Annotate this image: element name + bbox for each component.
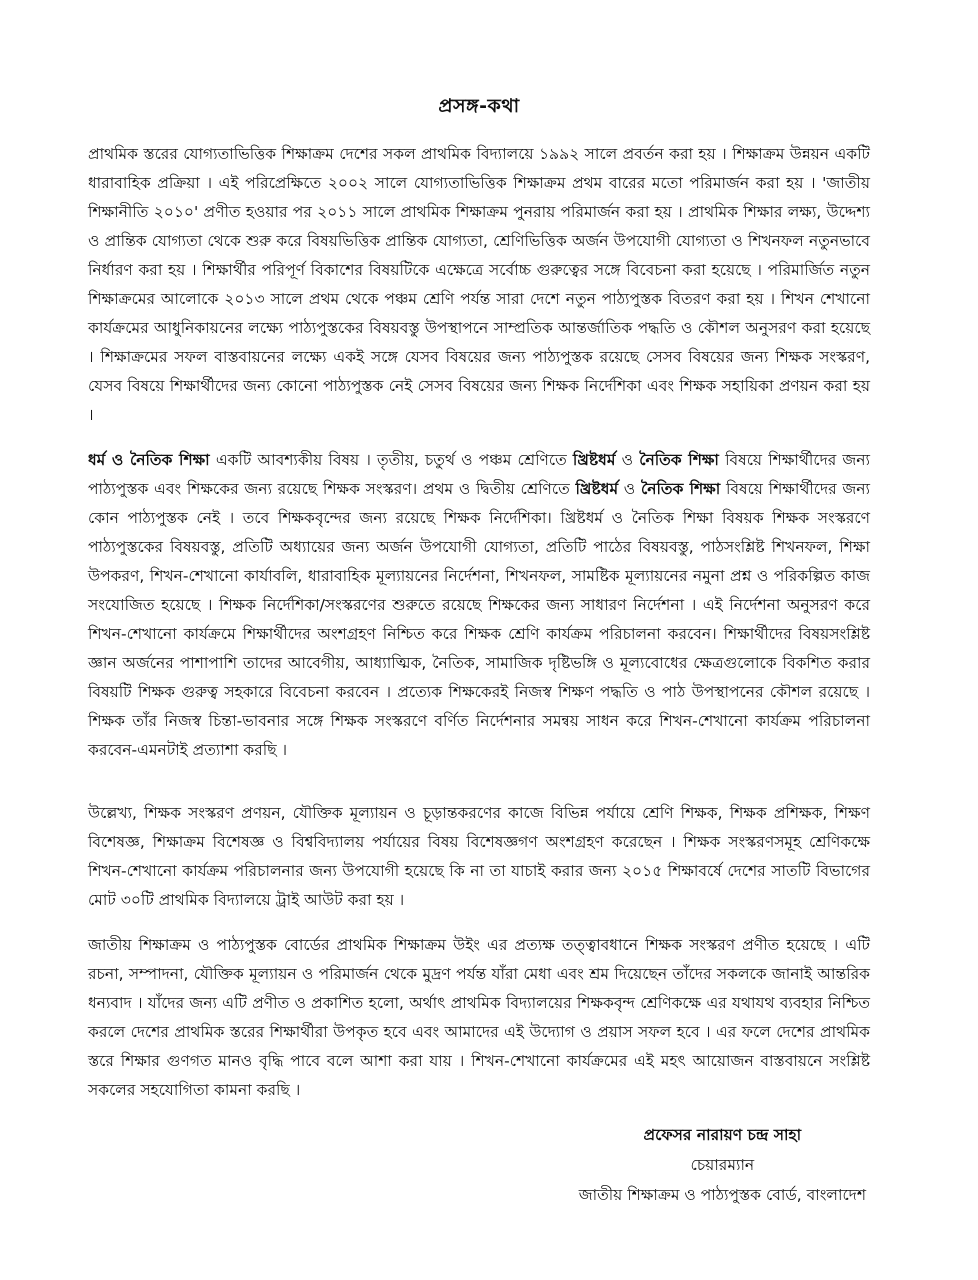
signatory-organization: জাতীয় শিক্ষাক্রম ও পাঠ্যপুস্তক বোর্ড, বাংলাদেশ xyxy=(578,1186,866,1204)
bold-christianity: খ্রিষ্টধর্ম xyxy=(575,480,619,498)
bold-subject-name: ধর্ম ও নৈতিক শিক্ষা xyxy=(88,451,210,469)
paragraph-text-segment: বিষয়ে শিক্ষার্থীদের জন্য কোন পাঠ্যপুস্তক নেই । তবে শিক্ষকবৃন্দের জন্য রয়েছে শিক্ষক নির্দেশিকা। খ্রিষ্টধর্ম ও নৈতিক শিক্ষা বিষয়ক শিক্ষক সংস্করণে পাঠ্যপুস্তকের বিষয়বস্তু, প্রতিটি অধ্যায়ের জন্য অর্জন উপযোগী যোগ্যতা, প্রতিটি পাঠের বিষয়বস্তু, পাঠসংশ্লিষ্ট শিখনফল, শিক্ষা উপকরণ, শিখন-শেখানো কার্যাবলি, ধারাবাহিক মূল্যায়নের নির্দেশনা, শিখনফল, সামষ্টিক মূল্যায়নের নমুনা প্রশ্ন ও পরিকল্পিত কাজ সংযোজিত হয়েছে । শিক্ষক নির্দেশিকা/সংস্করণের শুরুতে রয়েছে শিক্ষকের জন্য সাধারণ নির্দেশনা । এই নির্দেশনা অনুসরণ করে শিখন-শেখানো কার্যক্রমে শিক্ষার্থীদের অংশগ্রহণ নিশ্চিত করে শিক্ষক শ্রেণি কার্যক্রম পরিচালনা করবেন। শিক্ষার্থীদের বিষয়সংশ্লিষ্ট জ্ঞান অর্জনের পাশাপাশি তাদের আবেগীয়, আধ্যাত্মিক, নৈতিক, সামাজিক দৃষ্টিভঙ্গি ও মূল্যবোধের ক্ষেত্রগুলোকে বিকশিত করার বিষয়টি শিক্ষক গুরুত্ব সহকারে বিবেচনা করবেন । প্রত্যেক শিক্ষকেরই নিজস্ব শিক্ষণ পদ্ধতি ও পাঠ উপস্থাপনের কৌশল রয়েছে । শিক্ষক তাঁর নিজস্ব চিন্তা-ভাবনার সঙ্গে শিক্ষক সংস্করণে বর্ণিত নির্দেশনার সমন্বয় সাধন করে শিখন-শেখানো কার্যক্রম পরিচালনা করবেন-এমনটাই প্রত্যাশা করছি । xyxy=(88,480,871,759)
paragraph-text-segment: একটি আবশ্যকীয় বিষয় । তৃতীয়, চতুর্থ ও পঞ্চম শ্রেণিতে xyxy=(209,451,573,469)
paragraph-acknowledgement: জাতীয় শিক্ষাক্রম ও পাঠ্যপুস্তক বোর্ডের প্রাথমিক শিক্ষাক্রম উইং এর প্রত্যক্ষ তত্ত্বাবধানে শিক্ষক সংস্করণ প্রণীত হয়েছে । এটি রচনা, সম্পাদনা, যৌক্তিক মূল্যায়ন ও পরিমার্জন থেকে মুদ্রণ পর্যন্ত যাঁরা মেধা এবং শ্রম দিয়েছেন তাঁদের সকলকে জানাই আন্তরিক ধন্যবাদ । যাঁদের জন্য এটি প্রণীত ও প্রকাশিত হলো, অর্থাৎ প্রাথমিক বিদ্যালয়ের শিক্ষকবৃন্দ শ্রেণিকক্ষে এর যথাযথ ব্যবহার নিশ্চিত করলে দেশের প্রাথমিক স্তরের শিক্ষার্থীরা উপকৃত হবে এবং আমাদের এই উদ্যোগ ও প্রয়াস সফল হবে । এর ফলে দেশের প্রাথমিক স্তরে শিক্ষার গুণগত মানও বৃদ্ধি পাবে বলে আশা করা যায় । শিখন-শেখানো কার্যক্রমের এই মহৎ আয়োজন বাস্তবায়নে সংশ্লিষ্ট সকলের সহযোগিতা কামনা করছি । xyxy=(88,936,870,1099)
paragraph-contributors: উল্লেখ্য, শিক্ষক সংস্করণ প্রণয়ন, যৌক্তিক মূল্যায়ন ও চূড়ান্তকরণের কাজে বিভিন্ন পর্যায়ে শ্রেণি শিক্ষক, শিক্ষক প্রশিক্ষক, শিক্ষণ বিশেষজ্ঞ, শিক্ষাক্রম বিশেষজ্ঞ ও বিশ্ববিদ্যালয় পর্যায়ের বিষয় বিশেষজ্ঞগণ অংশগ্রহণ করেছেন । শিক্ষক সংস্করণসমূহ শ্রেণিকক্ষে শিখন-শেখানো কার্যক্রম পরিচালনার জন্য উপযোগী হয়েছে কি না তা যাচাই করার জন্য ২০১৫ শিক্ষাবর্ষে দেশের সাতটি বিভাগের মোট ৩০টি প্রাথমিক বিদ্যালয়ে ট্রাই আউট করা হয় । xyxy=(88,804,870,909)
paragraph-curriculum-history: প্রাথমিক স্তরের যোগ্যতাভিত্তিক শিক্ষাক্রম দেশের সকল প্রাথমিক বিদ্যালয়ে ১৯৯২ সালে প্রবর্তন করা হয় । শিক্ষাক্রম উন্নয়ন একটি ধারাবাহিক প্রক্রিয়া । এই পরিপ্রেক্ষিতে ২০০২ সালে যোগ্যতাভিত্তিক শিক্ষাক্রম প্রথম বারের মতো পরিমার্জন করা হয় । 'জাতীয় শিক্ষানীতি ২০১০' প্রণীত হওয়ার পর ২০১১ সালে প্রাথমিক শিক্ষাক্রম পুনরায় পরিমার্জন করা হয় । প্রাথমিক শিক্ষার লক্ষ্য, উদ্দেশ্য ও প্রান্তিক যোগ্যতা থেকে শুরু করে বিষয়ভিত্তিক প্রান্তিক যোগ্যতা, শ্রেণিভিত্তিক অর্জন উপযোগী যোগ্যতা ও শিখনফল নতুনভাবে নির্ধারণ করা হয় । শিক্ষার্থীর পরিপূর্ণ বিকাশের বিষয়টিকে এক্ষেত্রে সর্বোচ্চ গুরুত্বের সঙ্গে বিবেচনা করা হয়েছে । পরিমার্জিত নতুন শিক্ষাক্রমের আলোকে ২০১৩ সালে প্রথম থেকে পঞ্চম শ্রেণি পর্যন্ত সারা দেশে নতুন পাঠ্যপুস্তক বিতরণ করা হয় । শিখন শেখানো কার্যক্রমের আধুনিকায়নের লক্ষ্যে পাঠ্যপুস্তকের বিষয়বস্তু উপস্থাপনে সাম্প্রতিক আন্তর্জাতিক পদ্ধতি ও কৌশল অনুসরণ করা হয়েছে । শিক্ষাক্রমের সফল বাস্তবায়নের লক্ষ্যে একই সঙ্গে যেসব বিষয়ের জন্য পাঠ্যপুস্তক রয়েছে সেসব বিষয়ের জন্য শিক্ষক সংস্করণ, যেসব বিষয়ে শিক্ষার্থীদের জন্য কোনো পাঠ্যপুস্তক নেই সেসব বিষয়ের জন্য শিক্ষক নির্দেশিকা এবং শিক্ষক সহায়িকা প্রণয়ন করা হয় । xyxy=(88,145,870,424)
bold-ethics: নৈতিক শিক্ষা xyxy=(639,451,719,469)
signatory-name: প্রফেসর নারায়ণ চন্দ্র সাহা xyxy=(643,1126,802,1144)
paragraph-text-segment: ও xyxy=(615,451,640,469)
signature-block xyxy=(579,1120,866,1210)
page-title: প্রসঙ্গ-কথা xyxy=(438,95,520,117)
signatory-role: চেয়ারম্যান xyxy=(690,1156,755,1174)
bold-christianity: খ্রিষ্টধর্ম xyxy=(572,451,616,469)
bold-ethics: নৈতিক শিক্ষা xyxy=(640,480,721,498)
paragraph-text-segment: ও xyxy=(618,480,641,498)
paragraph-religion-ethics xyxy=(88,446,870,765)
paragraph-text-segment: বিষয়ে শিক্ষার্থীদের জন্য পাঠ্যপুস্তক এবং শিক্ষকের জন্য রয়েছে শিক্ষক সংস্করণ। প্রথম ও দ্বিতীয় শ্রেণিতে xyxy=(88,451,871,498)
